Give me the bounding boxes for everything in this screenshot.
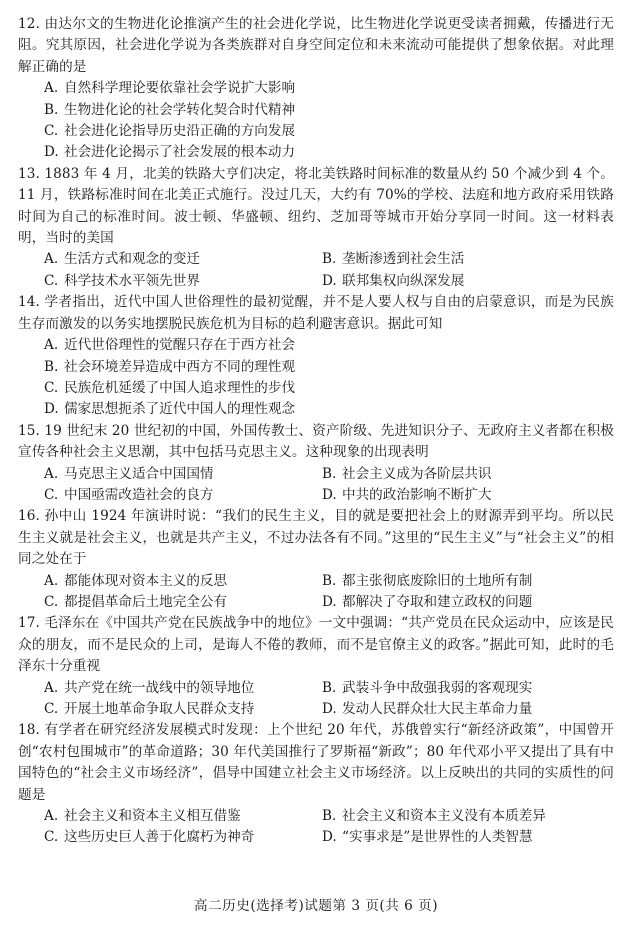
question-stem: 17. 毛泽东在《中国共产党在民族战争中的地位》一文中强调：“共产党员在民众运动中，应该是民众的朋友，而不是民众的上司，是诲人不倦的教师，而不是官僚主义的政客。”据此可知，此时的毛泽东十分重视 bbox=[18, 615, 614, 675]
option-letter: A. bbox=[44, 679, 59, 696]
option-c bbox=[44, 271, 322, 292]
option-list bbox=[18, 571, 614, 614]
question-stem: 16. 孙中山 1924 年演讲时说：“我们的民生主义，目的就是要把社会上的财源弄到平均。所以民生主义就是社会主义，也就是共产主义，不过办法各有不同。”这里的“民生主义”与“社会主义”的相同之处在于 bbox=[18, 508, 614, 568]
option-text: 社会主义成为各阶层共识 bbox=[342, 465, 492, 482]
option-text: 近代世俗理性的觉醒只存在于西方社会 bbox=[64, 337, 296, 354]
option-d bbox=[322, 485, 492, 506]
option-b bbox=[44, 357, 614, 378]
option-d bbox=[322, 699, 532, 720]
option-d bbox=[322, 827, 533, 848]
option-a bbox=[44, 571, 322, 592]
option-list bbox=[18, 249, 614, 292]
option-text: 联邦集权向纵深发展 bbox=[342, 272, 465, 289]
option-text: 马克思主义适合中国国情 bbox=[64, 465, 214, 482]
option-letter: B. bbox=[44, 358, 59, 375]
option-letter: D. bbox=[44, 144, 59, 161]
option-text: 都主张彻底废除旧的土地所有制 bbox=[342, 572, 533, 589]
option-letter: D. bbox=[322, 829, 337, 846]
option-text: 生活方式和观念的变迁 bbox=[64, 251, 200, 268]
option-text: 中国亟需改造社会的良方 bbox=[64, 486, 214, 503]
option-d bbox=[322, 592, 532, 613]
option-letter: C. bbox=[44, 272, 59, 289]
option-text: 社会环境差异造成中西方不同的理性观 bbox=[64, 358, 296, 375]
option-a bbox=[44, 249, 322, 270]
option-row bbox=[44, 571, 614, 592]
option-c bbox=[44, 699, 322, 720]
option-row bbox=[44, 827, 614, 848]
option-letter: D. bbox=[322, 701, 337, 717]
option-a bbox=[44, 806, 322, 827]
option-text: 武装斗争中敌强我弱的客观现实 bbox=[342, 679, 533, 696]
option-text: 自然科学理论要依靠社会学说扩大影响 bbox=[64, 80, 296, 97]
option-b bbox=[44, 100, 614, 121]
option-letter: A. bbox=[44, 808, 59, 825]
question-stem: 12. 由达尔文的生物进化论推演产生的社会进化学说，比生物进化学说更受读者拥戴，传播进行无阻。究其原因，社会进化学说为各类族群对自身空间定位和未来流动可能提供了想象依据。对此理解正确的是 bbox=[18, 16, 614, 75]
option-letter: A. bbox=[44, 572, 59, 589]
option-letter: C. bbox=[44, 829, 59, 846]
option-letter: C. bbox=[44, 379, 59, 396]
exam-page bbox=[18, 14, 614, 849]
option-text: 都提倡革命后土地完全公有 bbox=[64, 593, 228, 610]
option-text: 社会主义和资本主义没有本质差异 bbox=[342, 808, 546, 825]
option-row bbox=[44, 592, 614, 613]
option-c bbox=[44, 827, 322, 848]
question-17 bbox=[18, 613, 614, 720]
option-letter: C. bbox=[44, 593, 59, 610]
option-letter: A. bbox=[44, 251, 59, 268]
option-a bbox=[44, 464, 322, 485]
option-row bbox=[44, 249, 614, 270]
option-text: 这些历史巨人善于化腐朽为神奇 bbox=[64, 829, 255, 846]
option-letter: C. bbox=[44, 486, 59, 503]
option-list bbox=[18, 678, 614, 721]
question-12 bbox=[18, 14, 614, 164]
option-row bbox=[44, 485, 614, 506]
option-letter: C. bbox=[44, 701, 59, 717]
option-text: “实事求是”是世界性的人类智慧 bbox=[342, 829, 533, 846]
option-list bbox=[18, 335, 614, 421]
question-stem: 13. 1883 年 4 月，北美的铁路大亨们决定，将北美铁路时间标准的数量从约 50 个减少到 4 个。11 月，铁路标准时间在北美正式施行。没过几天，大约有 70%的学校、法庭和地方政府采用铁路时间为自己的标准时间。波士顿、华盛顿、纽约、芝加哥等城市开始分享同一时间。这一材料表明，当时的美国 bbox=[18, 165, 614, 247]
option-c bbox=[44, 378, 614, 399]
option-letter: A. bbox=[44, 337, 59, 354]
option-text: 垄断渗透到社会生活 bbox=[342, 251, 465, 268]
option-d bbox=[44, 399, 614, 420]
option-text: 社会进化论揭示了社会发展的根本动力 bbox=[64, 144, 296, 161]
option-letter: D. bbox=[44, 401, 59, 418]
option-letter: A. bbox=[44, 465, 59, 482]
option-letter: B. bbox=[322, 251, 337, 268]
option-text: 社会主义和资本主义相互借鉴 bbox=[64, 808, 241, 825]
option-row bbox=[44, 271, 614, 292]
option-text: 都解决了夺取和建立政权的问题 bbox=[342, 593, 533, 610]
option-b bbox=[322, 806, 546, 827]
option-text: 共产党在统一战线中的领导地位 bbox=[64, 679, 255, 696]
option-d bbox=[44, 142, 614, 163]
option-letter: D. bbox=[322, 593, 337, 610]
option-c bbox=[44, 592, 322, 613]
option-text: 生物进化论的社会学转化契合时代精神 bbox=[64, 101, 296, 118]
option-letter: A. bbox=[44, 80, 59, 97]
option-text: 科学技术水平领先世界 bbox=[64, 272, 200, 289]
option-row bbox=[44, 699, 614, 720]
question-18 bbox=[18, 720, 614, 848]
option-text: 都能体现对资本主义的反思 bbox=[64, 572, 228, 589]
option-text: 儒家思想扼杀了近代中国人的理性观念 bbox=[64, 401, 296, 418]
question-14 bbox=[18, 292, 614, 420]
question-stem: 15. 19 世纪末 20 世纪初的中国，外国传教士、资产阶级、先进知识分子、无政府主义者都在积极宣传各种社会主义思潮，其中包括马克思主义。这种现象的出现表明 bbox=[18, 422, 614, 461]
option-list bbox=[18, 78, 614, 164]
question-16 bbox=[18, 506, 614, 613]
option-letter: B. bbox=[322, 572, 337, 589]
option-letter: D. bbox=[322, 272, 337, 289]
option-text: 发动人民群众壮大民主革命力量 bbox=[342, 701, 533, 717]
option-letter: D. bbox=[322, 486, 337, 503]
option-text: 中共的政治影响不断扩大 bbox=[342, 486, 492, 503]
option-text: 社会进化论指导历史沿正确的方向发展 bbox=[64, 123, 296, 140]
option-b bbox=[322, 678, 532, 699]
option-list bbox=[18, 806, 614, 849]
option-row bbox=[44, 464, 614, 485]
option-b bbox=[322, 571, 532, 592]
option-a bbox=[44, 335, 614, 356]
option-text: 开展土地革命争取人民群众支持 bbox=[64, 701, 255, 717]
option-b bbox=[322, 249, 464, 270]
option-letter: B. bbox=[322, 679, 337, 696]
page-footer: 高二历史(选择考)试题第 3 页(共 6 页) bbox=[193, 898, 438, 914]
option-a bbox=[44, 678, 322, 699]
option-letter: C. bbox=[44, 123, 59, 140]
option-text: 民族危机延缓了中国人追求理性的步伐 bbox=[64, 379, 296, 396]
option-row bbox=[44, 678, 614, 699]
option-letter: B. bbox=[322, 465, 337, 482]
question-stem: 14. 学者指出，近代中国人世俗理性的最初觉醒，并不是人要人权与自由的启蒙意识，而是为民族生存而激发的以务实地摆脱民族危机为目标的趋利避害意识。据此可知 bbox=[18, 294, 614, 332]
question-15 bbox=[18, 421, 614, 507]
option-c bbox=[44, 485, 322, 506]
question-stem: 18. 有学者在研究经济发展模式时发现：上个世纪 20 年代，苏俄曾实行“新经济政策”，中国曾开创“农村包围城市”的革命道路；30 年代美国推行了罗斯福“新政”；80 年代邓小平又提出了具有中国特色的“社会主义市场经济”，倡导中国建立社会主义市场经济。以上反映出的共同的实质性的问题是 bbox=[18, 722, 614, 803]
option-letter: B. bbox=[44, 101, 59, 118]
question-13 bbox=[18, 164, 614, 292]
option-c bbox=[44, 121, 614, 142]
option-letter: B. bbox=[322, 808, 337, 825]
option-a bbox=[44, 78, 614, 99]
option-list bbox=[18, 464, 614, 507]
option-row bbox=[44, 806, 614, 827]
option-d bbox=[322, 271, 464, 292]
option-b bbox=[322, 464, 492, 485]
